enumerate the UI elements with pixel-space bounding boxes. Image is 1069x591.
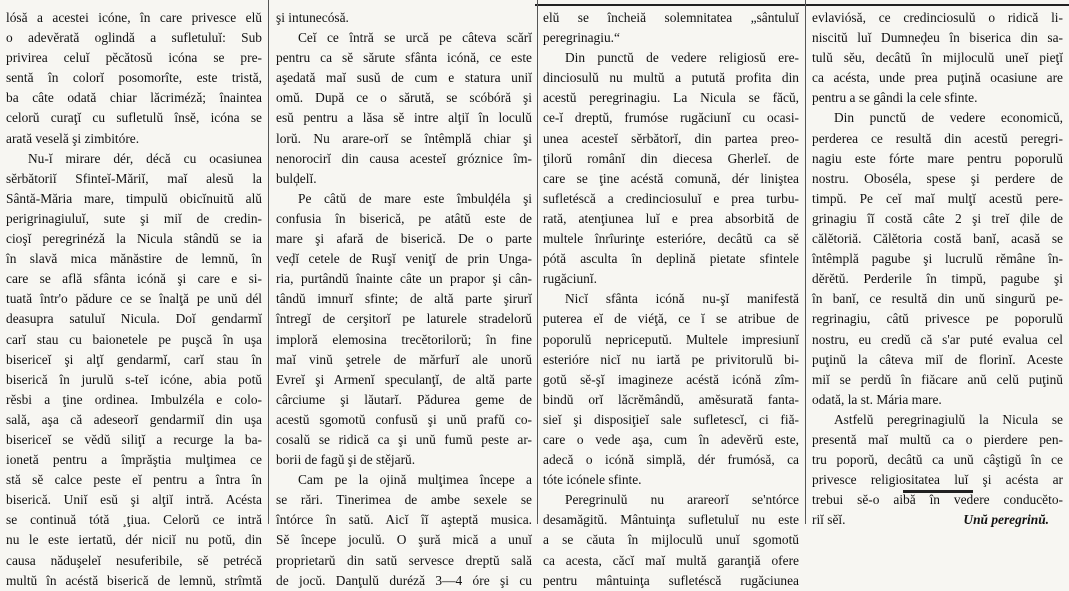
text-line: Cam pe la ojină mulţimea începe a bbox=[298, 472, 532, 488]
text-line: nostru, eu credŭ că s'ar puté evalua cel bbox=[812, 331, 1063, 347]
text-line: presentă maĭ multŭ ca o pierdere pen- bbox=[812, 431, 1063, 447]
text-line: nostru. Oboséla, spese şi perdere de bbox=[812, 170, 1063, 186]
text-line: biserică. Uniĭ esŭ şi alţiĭ intră. Acésta bbox=[6, 492, 262, 508]
text-line: privirea celuĭ pĕcătosŭ icóna se pre- bbox=[6, 50, 262, 66]
text-line: maĭ vinŭ şetrele de mărfurĭ ale unorŭ bbox=[276, 351, 532, 367]
text-line: celorŭ curaţĭ cu sufletulŭ însĕ, icóna se bbox=[6, 110, 262, 126]
text-line: întêmplă pagube şi lucrulŭ rĕmâne în- bbox=[812, 251, 1063, 267]
text-line: Ceĭ ce întră se urcă pe câteva scărĭ bbox=[298, 30, 532, 46]
end-rule bbox=[903, 490, 973, 493]
text-line: tóte icónele sfinte. bbox=[543, 472, 642, 488]
text-line: ria, purtândŭ înainte câte un prapor şi cân- bbox=[276, 271, 532, 287]
text-line: se continuă tótă ¸ţiua. Celorŭ ce intră bbox=[6, 512, 262, 528]
text-line: care o vede aşa, cum în adevĕrŭ este, bbox=[543, 431, 799, 447]
article-signature: Unŭ peregrinŭ. bbox=[963, 512, 1049, 528]
text-line: cârciume şi lăutarĭ. Pădurea geme de bbox=[276, 391, 532, 407]
text-line: bindŭ orĭ lăcrĕmândŭ, amĕsurată fanta- bbox=[543, 391, 799, 407]
text-line: în banĭ, ce resultă din unŭ singurŭ pe- bbox=[812, 291, 1063, 307]
text-line: de jocŭ. Danţulŭ durézǎ 3—4 óre şi cu bbox=[276, 572, 532, 588]
text-line: proprietarŭ din satŭ servesce dreptŭ sală bbox=[276, 552, 532, 568]
text-line: cioşĭ peregrinézǎ la Nicula stândŭ se ia bbox=[6, 231, 262, 247]
text-line: tândŭ imnurĭ sfinte; de altă parte şirurĭ bbox=[276, 291, 532, 307]
text-line: bisericeĭ şi alţĭ gendarmĭ, carĭ stau în bbox=[6, 351, 262, 367]
column-3 bbox=[537, 8, 805, 588]
text-line: multŭ în acéstă biserică de lemnŭ, strîmtă bbox=[6, 572, 262, 588]
text-line: Din punctŭ de vedere economicŭ, bbox=[834, 110, 1063, 126]
text-line: gotŭ sĕ-şĭ imagineze acéstă icónă zîm- bbox=[543, 371, 799, 387]
text-line: grinagiu îĭ costă câte 2 şi treĭ ḑile de bbox=[812, 210, 1063, 226]
text-line: şi intunecósă. bbox=[276, 10, 349, 25]
text-line: nagiu este fórte mare pentru poporulŭ bbox=[812, 150, 1063, 166]
text-line: desamăgitŭ. Mântuinţa sufletuluĭ nu este bbox=[543, 512, 799, 528]
text-line: pentru a se gândi la cele sfinte. bbox=[812, 90, 978, 106]
text-line: Sĕ începe joculŭ. O şură mică a unuĭ bbox=[276, 532, 532, 548]
text-line: omŭ. După ce o sărută, se scóbóră şi bbox=[276, 90, 532, 106]
text-line: sentă în colorĭ posomorîte, este tristă, bbox=[6, 70, 262, 86]
text-line: cosalŭ se ridică ca şi unŭ fumŭ peste ar- bbox=[276, 431, 532, 447]
column-4 bbox=[806, 8, 1069, 528]
text-line: odată, la st. Mária mare. bbox=[812, 391, 942, 407]
text-line: care se află sfânta icónă şi care e si- bbox=[6, 271, 262, 287]
text-line: ţilorŭ românĭ din diecesa Gherleĭ. de bbox=[543, 150, 799, 166]
text-line: regrinagiu, câtŭ privesce pe poporulŭ bbox=[812, 311, 1063, 327]
text-line: confusia în biserică, pe atâtŭ este de bbox=[276, 210, 532, 226]
text-line: esterióre nicĭ nu iartă pe privitorulŭ bi- bbox=[543, 351, 799, 367]
text-line: Sântă-Măria mare, timpulŭ obicĭnuitŭ alŭ bbox=[6, 190, 262, 206]
text-line: carĭ stau cu baionetele pe puşcă în uşa bbox=[6, 331, 262, 347]
column-separator bbox=[268, 0, 269, 524]
text-line: sală, aşa că adeseorĭ gendarmiĭ din uşa bbox=[6, 411, 262, 427]
text-line: sĕrbătoriĭ Sfinteĭ-Măriĭ, maĭ alesŭ la bbox=[6, 170, 262, 186]
text-line: călĕtoriă. Călĕtoria costă banĭ, acasă se bbox=[812, 231, 1063, 247]
text-line: pentru ca sĕ sărute sfânta icónă, ce este bbox=[276, 50, 532, 66]
text-line: a se căuta în mijloculŭ unuĭ sgomotŭ bbox=[543, 532, 799, 548]
text-line: mare şi afară de biserică. De o parte bbox=[276, 231, 532, 247]
column-1 bbox=[0, 8, 268, 588]
text-line: trebui sĕ-o aibă în vedere conducĕto- bbox=[812, 492, 1063, 508]
text-line: perderea ce resultă din acestŭ peregri- bbox=[812, 130, 1063, 146]
text-line: ba câte odată chiar lăcrimézǎ; înaintea bbox=[6, 90, 262, 106]
text-line: timpŭ. Pe ceĭ maĭ mulţĭ acestŭ pere- bbox=[812, 190, 1063, 206]
text-line: Nu-ĭ mirare dér, décă cu ocasiunea bbox=[28, 150, 262, 166]
text-line: tulŭ sĕu, decâtŭ în mijloculŭ uneĭ pieţĭ bbox=[812, 50, 1063, 66]
text-line: Pe câtŭ de mare este îmbulḑéla şi bbox=[298, 190, 532, 206]
text-line: acestŭ sgomotŭ confusŭ şi unŭ prafŭ co- bbox=[276, 411, 532, 427]
text-line: întregĭ de cerşitorĭ pe laturele stradelorŭ bbox=[276, 311, 532, 327]
text-line: sufletéscă a credinciosuluĭ e prea turbu- bbox=[543, 190, 799, 206]
text-line: lorŭ. Nu arare-orĭ se întêmplă chiar şi bbox=[276, 130, 532, 146]
text-line: ca acésta, unde prea puţină ocasiune are bbox=[812, 70, 1063, 86]
text-line: pentru mântuinţa sufletéscă rugăciunea bbox=[543, 572, 799, 588]
text-line: peregrinagiu.“ bbox=[543, 30, 620, 46]
text-line: adecă o icónă simplă, dér frumósă, ca bbox=[543, 452, 799, 468]
text-line: rugăciunĭ. bbox=[543, 271, 597, 287]
text-line: Din punctŭ de vedere religiosŭ ere- bbox=[565, 50, 799, 66]
text-line: evlaviósă, ce credinciosulŭ o ridică li- bbox=[812, 10, 1063, 25]
text-line: rĕsbi a ţine ordinea. Imbulzéla e colo- bbox=[6, 391, 262, 407]
text-line: veḑĭ cetele de Ruşĭ veniţĭ de prin Unga- bbox=[276, 251, 532, 267]
text-line: borii de fagŭ şi de stějarŭ. bbox=[276, 452, 416, 468]
text-line: lósă a acestei icóne, în care privesce elŭ bbox=[6, 10, 262, 25]
text-line: nu le este iertatŭ, dér niciĭ nu potŭ, din bbox=[6, 532, 262, 548]
text-line: ionetă pentru a împrăştia mulţimea ce bbox=[6, 452, 262, 468]
text-line: ca acesta, căcĭ maĭ multă garanţiă ofere bbox=[543, 552, 799, 568]
text-line: dinciosulŭ nu multŭ a putută profita din bbox=[543, 70, 799, 86]
text-line: tru poporŭ, decâtŭ ca unŭ câştigŭ în ce bbox=[812, 452, 1063, 468]
text-line: pótă asculta în deplină pietate sfintele bbox=[543, 251, 799, 267]
text-line: multele înrîurinţe esterióre, decâtŭ ca sĕ bbox=[543, 231, 799, 247]
text-line: care se ţine acéstă comună, dér liniştea bbox=[543, 170, 799, 186]
text-line: niscitŭ luĭ Dumneḑeu în biserica din sa- bbox=[812, 30, 1063, 46]
text-line: unea acesteĭ sĕrbătorĭ, din partea preo- bbox=[543, 130, 799, 146]
top-rule bbox=[535, 4, 1069, 6]
text-line: bisericeĭ se vĕdŭ siliţĭ a recurge la ba- bbox=[6, 431, 262, 447]
text-line: întórce în satŭ. Aicĭ îĭ aşteptă musica. bbox=[276, 512, 532, 528]
text-line: aşedată maĭ susŭ de cum e statura uniĭ bbox=[276, 70, 532, 86]
text-line: ce-ĭ dreptŭ, frumóse rugăciunĭ cu ocasi- bbox=[543, 110, 799, 126]
text-line: o adevĕrată oglindă a sufletuluĭ: Sub bbox=[6, 30, 262, 46]
text-line: Astfelŭ peregrinagiulŭ la Nicula se bbox=[834, 411, 1063, 427]
text-line: puţinŭ la câteva miĭ de florinĭ. Aceste bbox=[812, 351, 1063, 367]
text-line: sieĭ şi disposiţieĭ sale sufletescĭ, ci fiă- bbox=[543, 411, 799, 427]
text-line: perigrinagiuluĭ, sute şi miĭ de credin- bbox=[6, 210, 262, 226]
text-line: se rări. Tinerimea de ambe sexele se bbox=[276, 492, 532, 508]
text-line: arată veselă şi zimbitóre. bbox=[6, 130, 140, 146]
text-line: Evreĭ şi Armenĭ speculanţĭ, de altă parte bbox=[276, 371, 532, 387]
text-line: privesce religiositatea luĭ şi acésta ar bbox=[812, 472, 1063, 488]
text-line: dĕrĕtŭ. Perderile în timpŭ, pagube şi bbox=[812, 271, 1063, 287]
text-line: stă sĕ calce peste eĭ pentru a întra în bbox=[6, 472, 262, 488]
column-2 bbox=[270, 8, 538, 588]
text-line: Nicĭ sfânta icónă nu-şĭ manifestă bbox=[565, 291, 799, 307]
text-line: Peregrinulŭ nu arareorĭ se'ntórce bbox=[565, 492, 799, 508]
text-line: esŭ pentru a lăsa sĕ intre alţiĭ în loculŭ bbox=[276, 110, 532, 126]
text-line: nenorocirĭ din causa acesteĭ gróznice îm- bbox=[276, 150, 532, 166]
text-line: causa năduşeleĭ nesuferibile, sĕ petrécă bbox=[6, 552, 262, 568]
text-line: riĭ sĕĭ. Unŭ peregrinŭ. bbox=[812, 510, 1063, 530]
text-line: miĭ se perdŭ în fiăcare anŭ celŭ puţinŭ bbox=[812, 371, 1063, 387]
text-line: elŭ se încheiă solemnitatea „sântuluĭ bbox=[543, 10, 799, 25]
text-line: tuată într'o pădure ce se înalţă pe unŭ dél bbox=[6, 291, 262, 307]
text-line: în slavă mica mănăstire de lemnŭ, în bbox=[6, 251, 262, 267]
text-line: rată, atenţiunea luĭ e prea absorbită de bbox=[543, 210, 799, 226]
text-line: bulḑelĭ. bbox=[276, 170, 317, 186]
text-line: deasupra satuluĭ Nicula. Doĭ gendarmĭ bbox=[6, 311, 262, 327]
text-line: puterea eĭ de viéţă, ce ĭ se atribue de bbox=[543, 311, 799, 327]
text-line: biserică în jurulŭ s-teĭ icóne, abia potŭ bbox=[6, 371, 262, 387]
text-line: poporulŭ nepriceputŭ. Multele impresiunĭ bbox=[543, 331, 799, 347]
text-line: acestŭ peregrinagiu. La Nicula se făcŭ, bbox=[543, 90, 799, 106]
text-line: imploră elemosina trecĕtorilorŭ; în fine bbox=[276, 331, 532, 347]
